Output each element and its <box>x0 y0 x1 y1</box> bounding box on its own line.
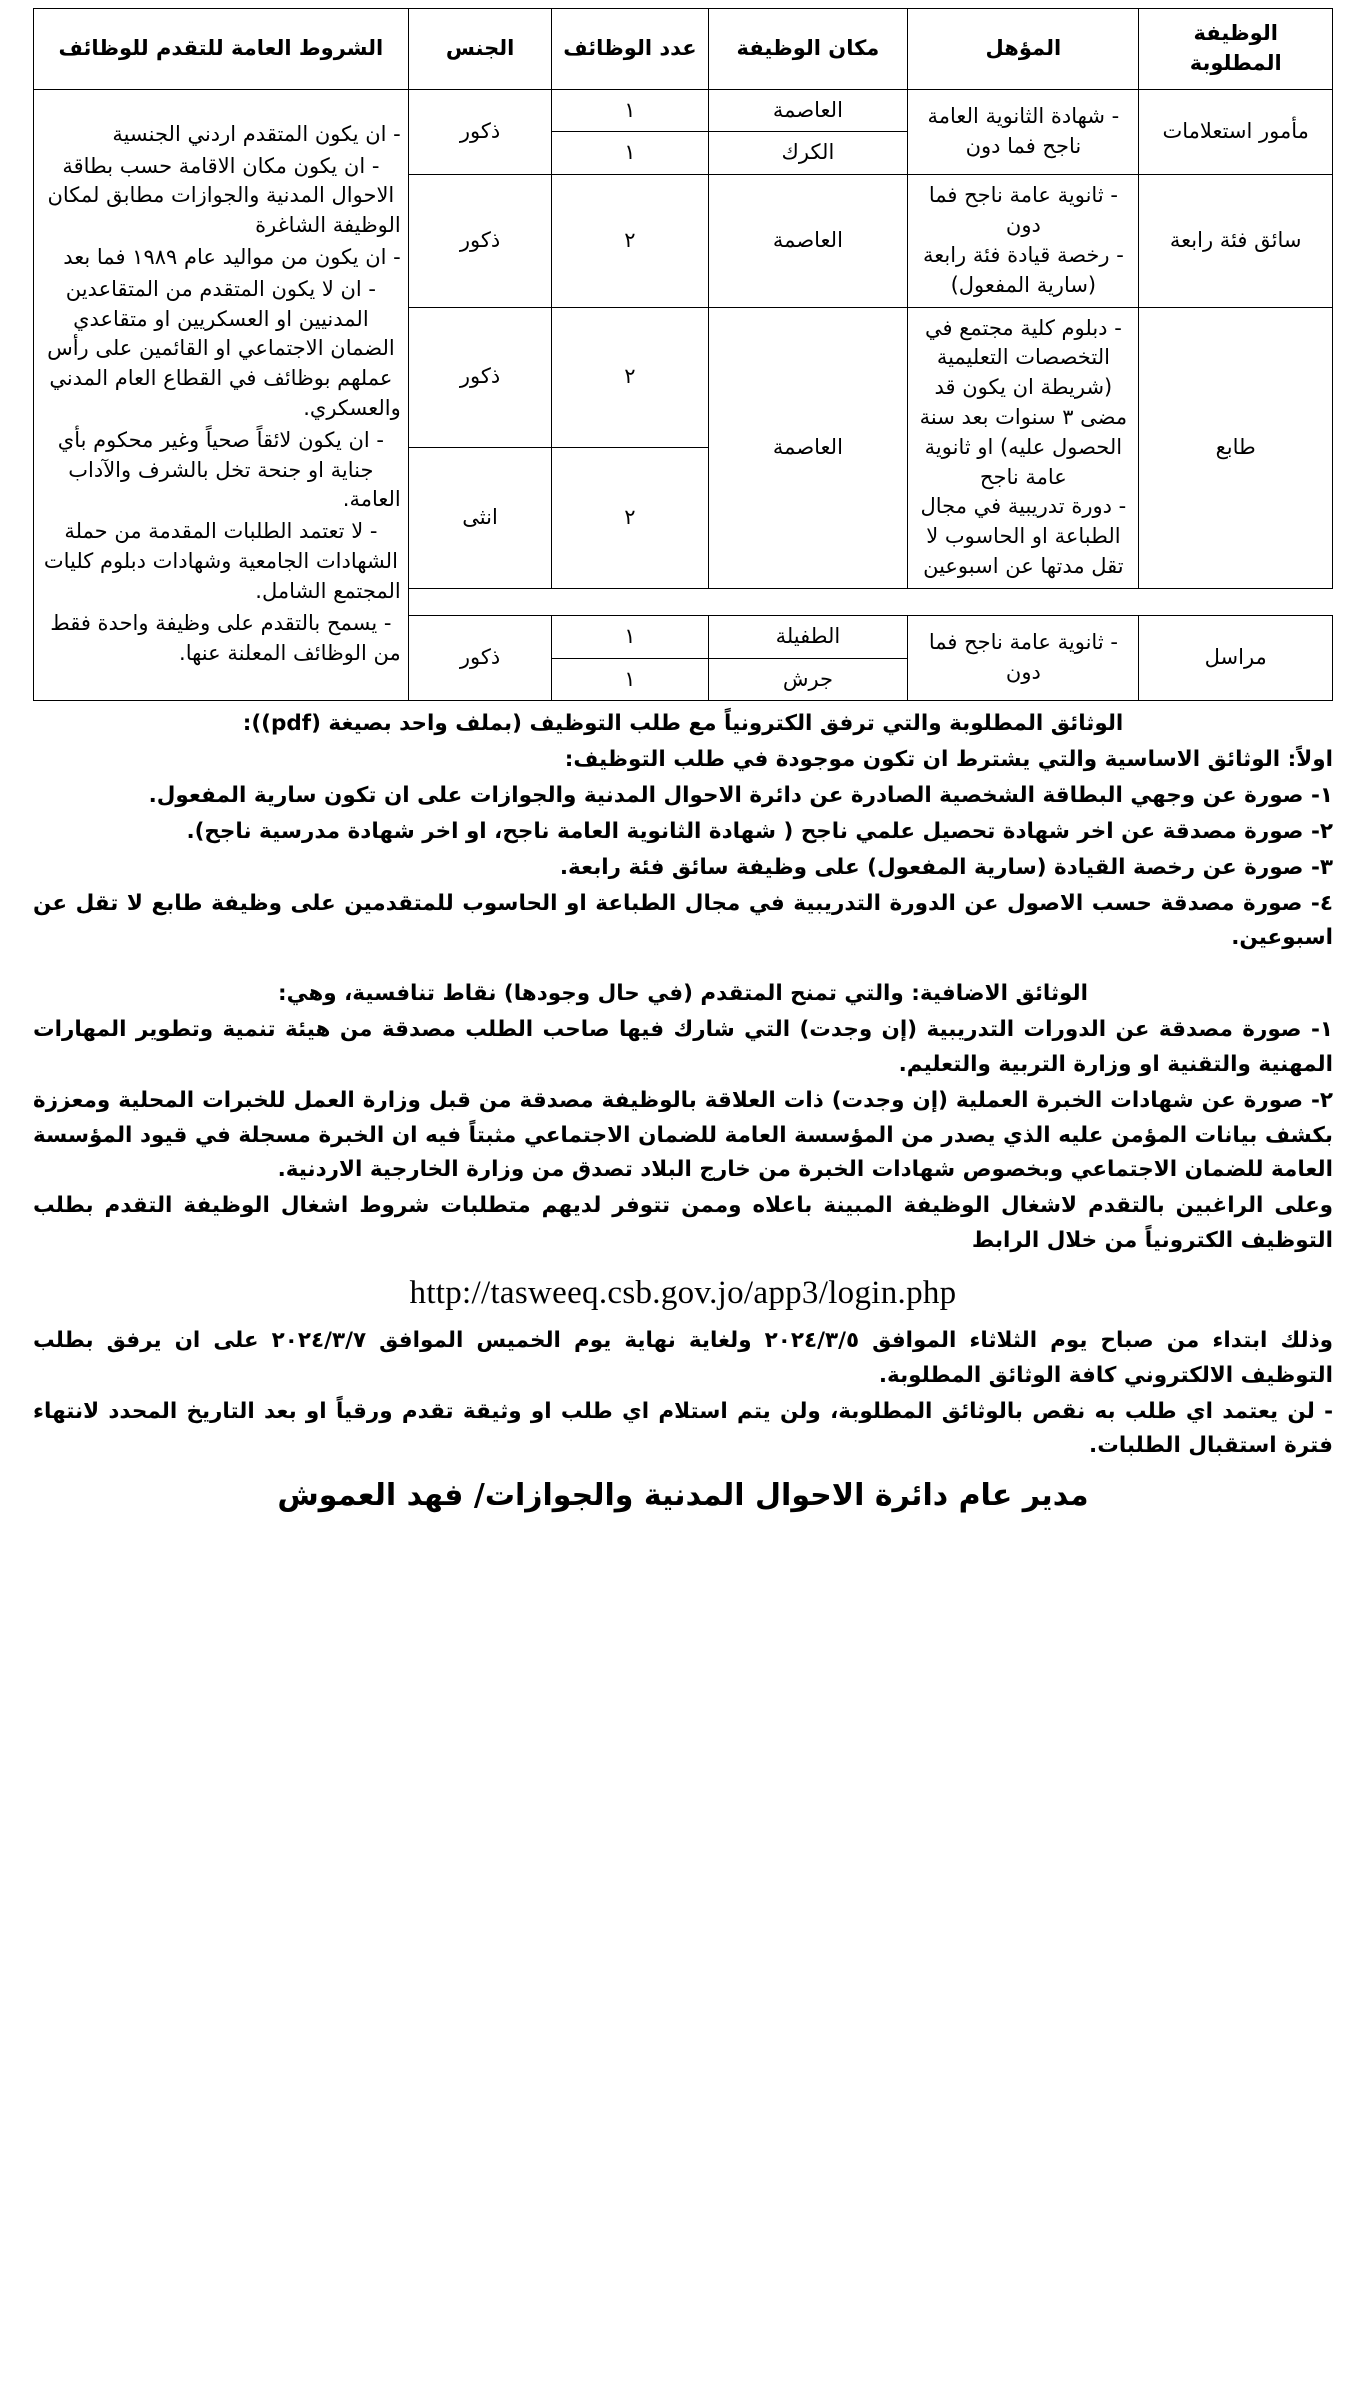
cell-gender-3-2: انثى <box>408 448 552 589</box>
cell-count-2-1: ٢ <box>552 175 708 307</box>
header-conditions: الشروط العامة للتقدم للوظائف <box>34 9 409 90</box>
cell-job-3: طابع <box>1139 307 1333 588</box>
header-place: مكان الوظيفة <box>708 9 908 90</box>
header-gender: الجنس <box>408 9 552 90</box>
cell-qualification-1: - شهادة الثانوية العامة ناجح فما دون <box>908 89 1139 175</box>
notes-date-paragraph: وذلك ابتداء من صباح يوم الثلاثاء الموافق ٢٠٢٤/٣/٥ ولغاية نهاية يوم الخميس الموافق ٢٠٢٤/٣/٧ على ان يرفق بطلب التوظيف الالكتروني كافة الوثائق المطلوبة. <box>33 1327 1333 1388</box>
cell-gender-3-1: ذكور <box>408 307 552 448</box>
header-count: عدد الوظائف <box>552 9 708 90</box>
cell-count-3-1: ٢ <box>552 307 708 448</box>
notes-gap <box>33 957 1333 977</box>
notes-section <box>33 707 1333 1258</box>
cell-place-3-1: العاصمة <box>708 307 908 588</box>
cell-count-1-1: ١ <box>552 89 708 132</box>
cell-place-4-1: الطفيلة <box>708 615 908 658</box>
table-header-row <box>34 9 1333 90</box>
notes-second-item-1: ١- صورة مصدقة عن الدورات التدريبية (إن وجدت) التي شارك فيها صاحب الطلب مصدقة من هيئة تنمية وتطوير المهارات المهنية والتقنية او وزارة التربية والتعليم. <box>33 1017 1333 1077</box>
application-link[interactable]: http://tasweeq.csb.gov.jo/app3/login.php <box>409 1274 957 1311</box>
cell-gender-4: ذكور <box>408 615 552 701</box>
vacancies-table <box>33 8 1333 701</box>
cell-place-1-2: الكرك <box>708 132 908 175</box>
notes-first-item-4: ٤- صورة مصدقة حسب الاصول عن الدورة التدريبية في مجال الطباعة او الحاسوب للمتقدمين على وظيفة طابع لا تقل عن اسبوعين. <box>33 890 1333 951</box>
cell-count-3-2: ٢ <box>552 448 708 589</box>
notes-intro: الوثائق المطلوبة والتي ترفق الكترونياً مع طلب التوظيف (بملف واحد بصيغة (pdf)): <box>242 711 1124 737</box>
cell-count-1-2: ١ <box>552 132 708 175</box>
cell-qualification-2: - ثانوية عامة ناجح فما دون - رخصة قيادة فئة رابعة (سارية المفعول) <box>908 175 1139 307</box>
cell-place-4-2: جرش <box>708 658 908 701</box>
notes-dates-section <box>33 1324 1333 1464</box>
header-job: الوظيفة المطلوبة <box>1139 9 1333 90</box>
document-page <box>0 8 1366 1513</box>
cell-count-4-2: ١ <box>552 658 708 701</box>
cell-job-4: مراسل <box>1139 615 1333 701</box>
cell-place-1-1: العاصمة <box>708 89 908 132</box>
notes-first-item-1: ١- صورة عن وجهي البطاقة الشخصية الصادرة عن دائرة الاحوال المدنية والجوازات على ان تكون سارية المفعول. <box>148 783 1333 809</box>
header-qualification: المؤهل <box>908 9 1139 90</box>
signature-line: مدير عام دائرة الاحوال المدنية والجوازات/ فهد العموش <box>277 1478 1089 1514</box>
cell-qualification-4: - ثانوية عامة ناجح فما دون <box>908 615 1139 701</box>
notes-second-item-2: ٢- صورة عن شهادات الخبرة العملية (إن وجدت) ذات العلاقة بالوظيفة مصدقة من قبل وزارة العمل للخبرات المحلية ومعززة بكشف بيانات المؤمن عليه الذي يصدر من المؤسسة العامة للضمان الاجتماعي مثبتاً فيه ان الخبرة مسجلة في قيود المؤسسة العامة للضمان الاجتماعي وبخصوص شهادات الخبرة من خارج البلاد تصدق من وزارة الخارجية الاردنية. <box>33 1087 1333 1183</box>
cell-place-2-1: العاصمة <box>708 175 908 307</box>
cell-general-conditions: - ان يكون المتقدم اردني الجنسية - ان يكون مكان الاقامة حسب بطاقة الاحوال المدنية والجوازات مطابق لمكان الوظيفة الشاغرة - ان يكون من مواليد عام ١٩٨٩ فما بعد - ان لا يكون المتقدم من المتقاعدين المدنيين او العسكريين او متقاعدي الضمان الاجتماعي او القائمين على رأس عملهم بوظائف في القطاع العام المدني والعسكري. - ان يكون لائقاً صحياً وغير محكوم بأي جناية او جنحة تخل بالشرف والآداب العامة. - لا تعتمد الطلبات المقدمة من حملة الشهادات الجامعية وشهادات دبلوم كليات المجتمع الشامل. - يسمح بالتقدم على وظيفة واحدة فقط من الوظائف المعلنة عنها. <box>34 89 409 701</box>
cell-job-2: سائق فئة رابعة <box>1139 175 1333 307</box>
notes-apply-paragraph: وعلى الراغبين بالتقدم لاشغال الوظيفة المبينة باعلاه وممن تتوفر لديهم متطلبات شروط اشغال الوظيفة التقدم بطلب التوظيف الكترونياً من خلال الرابط <box>33 1193 1333 1254</box>
notes-second-heading: الوثائق الاضافية: والتي تمنح المتقدم (في حال وجودها) نقاط تنافسية، وهي: <box>278 981 1088 1007</box>
notes-final-paragraph: - لن يعتمد اي طلب به نقص بالوثائق المطلوبة، ولن يتم استلام اي طلب او وثيقة تقدم ورقياً او بعد التاريخ المحدد لانتهاء فترة استقبال الطلبات. <box>33 1398 1333 1459</box>
cell-gender-1: ذكور <box>408 89 552 175</box>
cell-count-4-1: ١ <box>552 615 708 658</box>
cell-job-1: مأمور استعلامات <box>1139 89 1333 175</box>
cell-gender-2: ذكور <box>408 175 552 307</box>
cell-qualification-3: - دبلوم كلية مجتمع في التخصصات التعليمية (شريطة ان يكون قد مضى ٣ سنوات بعد سنة الحصول عليه) او ثانوية عامة ناجح - دورة تدريبية في مجال الطباعة او الحاسوب لا تقل مدتها عن اسبوعين <box>908 307 1139 588</box>
notes-first-heading: اولاً: الوثائق الاساسية والتي يشترط ان تكون موجودة في طلب التوظيف: <box>564 747 1333 773</box>
notes-first-item-3: ٣- صورة عن رخصة القيادة (سارية المفعول) على وظيفة سائق فئة رابعة. <box>559 854 1333 880</box>
table-row <box>34 89 1333 132</box>
notes-first-item-2: ٢- صورة مصدقة عن اخر شهادة تحصيل علمي ناجح ( شهادة الثانوية العامة ناجح، او اخر شهادة مدرسية ناجح). <box>186 818 1333 844</box>
